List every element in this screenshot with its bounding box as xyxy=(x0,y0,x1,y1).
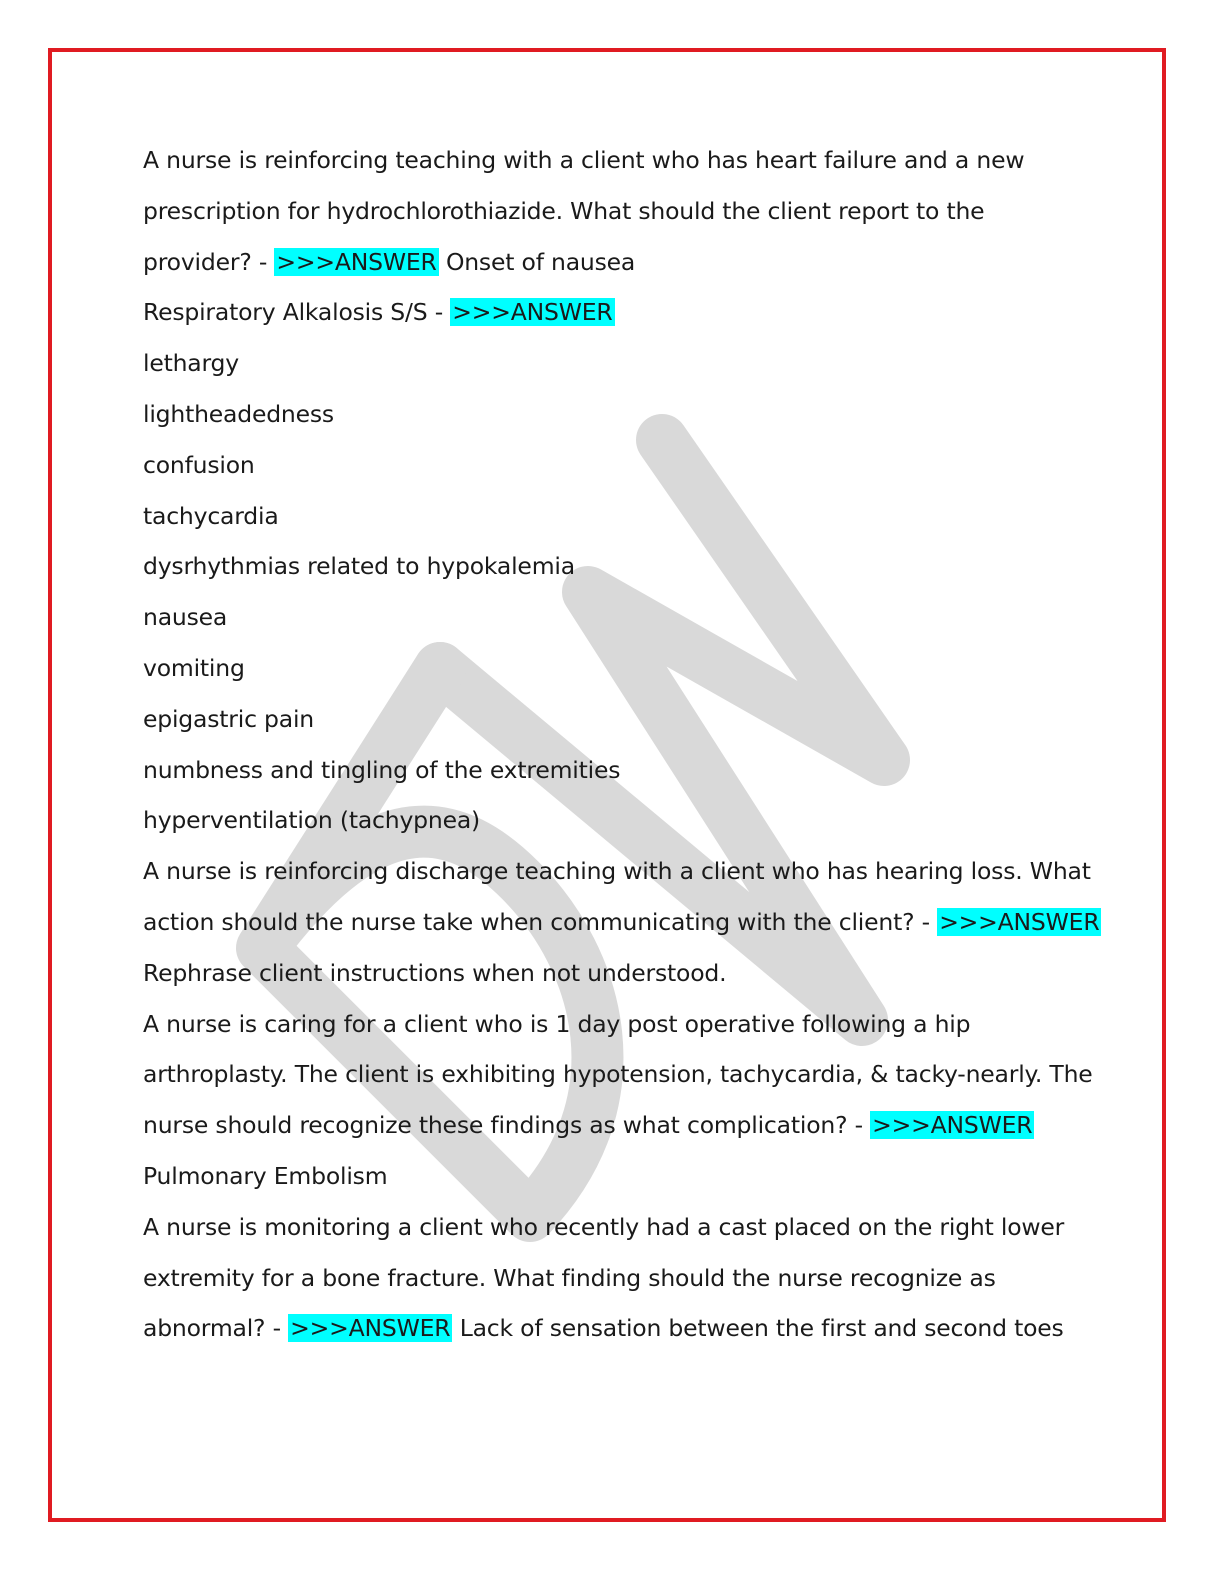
answer-text: Lack of sensation between the first and second toes xyxy=(452,1314,1064,1343)
answer-text: numbness and tingling of the extremities xyxy=(143,755,621,784)
answer-text: vomiting xyxy=(143,653,245,682)
text-line xyxy=(143,1100,1083,1151)
answer-text: nausea xyxy=(143,603,228,632)
answer-text: dysrhythmias related to hypokalemia xyxy=(143,552,575,581)
answer-text: Pulmonary Embolism xyxy=(143,1161,388,1190)
answer-text: epigastric pain xyxy=(143,704,315,733)
answer-text: lethargy xyxy=(143,349,239,378)
question-text: action should the nurse take when communicating with the client? - xyxy=(143,907,938,936)
text-line xyxy=(143,186,1083,237)
list-item xyxy=(143,694,1083,745)
list-item xyxy=(143,389,1083,440)
text-line xyxy=(143,897,1100,948)
list-item xyxy=(143,491,1083,542)
question-text: extremity for a bone fracture. What finding should the nurse recognize as xyxy=(143,1263,996,1292)
text-line xyxy=(143,237,1083,288)
text-line xyxy=(143,287,1083,338)
list-item xyxy=(143,440,1083,491)
question-text: Respiratory Alkalosis S/S - xyxy=(143,298,451,327)
list-item xyxy=(143,338,1083,389)
list-item xyxy=(143,541,1083,592)
text-line xyxy=(143,948,1083,999)
answer-tag: >>>ANSWER xyxy=(872,1111,1033,1140)
answer-text: Onset of nausea xyxy=(438,247,636,276)
answer-tag: >>>ANSWER xyxy=(939,907,1100,936)
text-line xyxy=(143,1303,1083,1354)
question-text: nurse should recognize these findings as what complication? - xyxy=(143,1111,871,1140)
text-line xyxy=(143,846,1091,897)
answer-text: confusion xyxy=(143,450,255,479)
text-line xyxy=(143,1253,1083,1304)
question-text: arthroplasty. The client is exhibiting hypotension, tachycardia, & tacky-nearly. The xyxy=(143,1060,1093,1089)
text-line xyxy=(143,1049,1093,1100)
question-text: A nurse is monitoring a client who recently had a cast placed on the right lower xyxy=(143,1212,1065,1241)
question-text: prescription for hydrochlorothiazide. What should the client report to the xyxy=(143,196,985,225)
question-text: provider? - xyxy=(143,247,275,276)
question-text: A nurse is reinforcing discharge teaching with a client who has hearing loss. What xyxy=(143,857,1091,886)
text-line xyxy=(143,135,1083,186)
answer-text: tachycardia xyxy=(143,501,279,530)
list-item xyxy=(143,592,1083,643)
answer-text: lightheadedness xyxy=(143,399,334,428)
answer-tag: >>>ANSWER xyxy=(290,1314,451,1343)
answer-tag: >>>ANSWER xyxy=(452,298,613,327)
answer-text: Rephrase client instructions when not understood. xyxy=(143,958,727,987)
text-line xyxy=(143,1151,1083,1202)
question-text: abnormal? - xyxy=(143,1314,289,1343)
answer-text: hyperventilation (tachypnea) xyxy=(143,806,480,835)
document-body xyxy=(143,135,1100,1354)
answer-tag: >>>ANSWER xyxy=(276,247,437,276)
list-item xyxy=(143,643,1083,694)
question-text: A nurse is reinforcing teaching with a client who has heart failure and a new xyxy=(143,146,1025,174)
list-item xyxy=(143,795,1083,846)
text-line xyxy=(143,1202,1083,1253)
list-item xyxy=(143,745,1083,796)
question-text: A nurse is caring for a client who is 1 day post operative following a hip xyxy=(143,1009,971,1038)
text-line xyxy=(143,999,1083,1050)
